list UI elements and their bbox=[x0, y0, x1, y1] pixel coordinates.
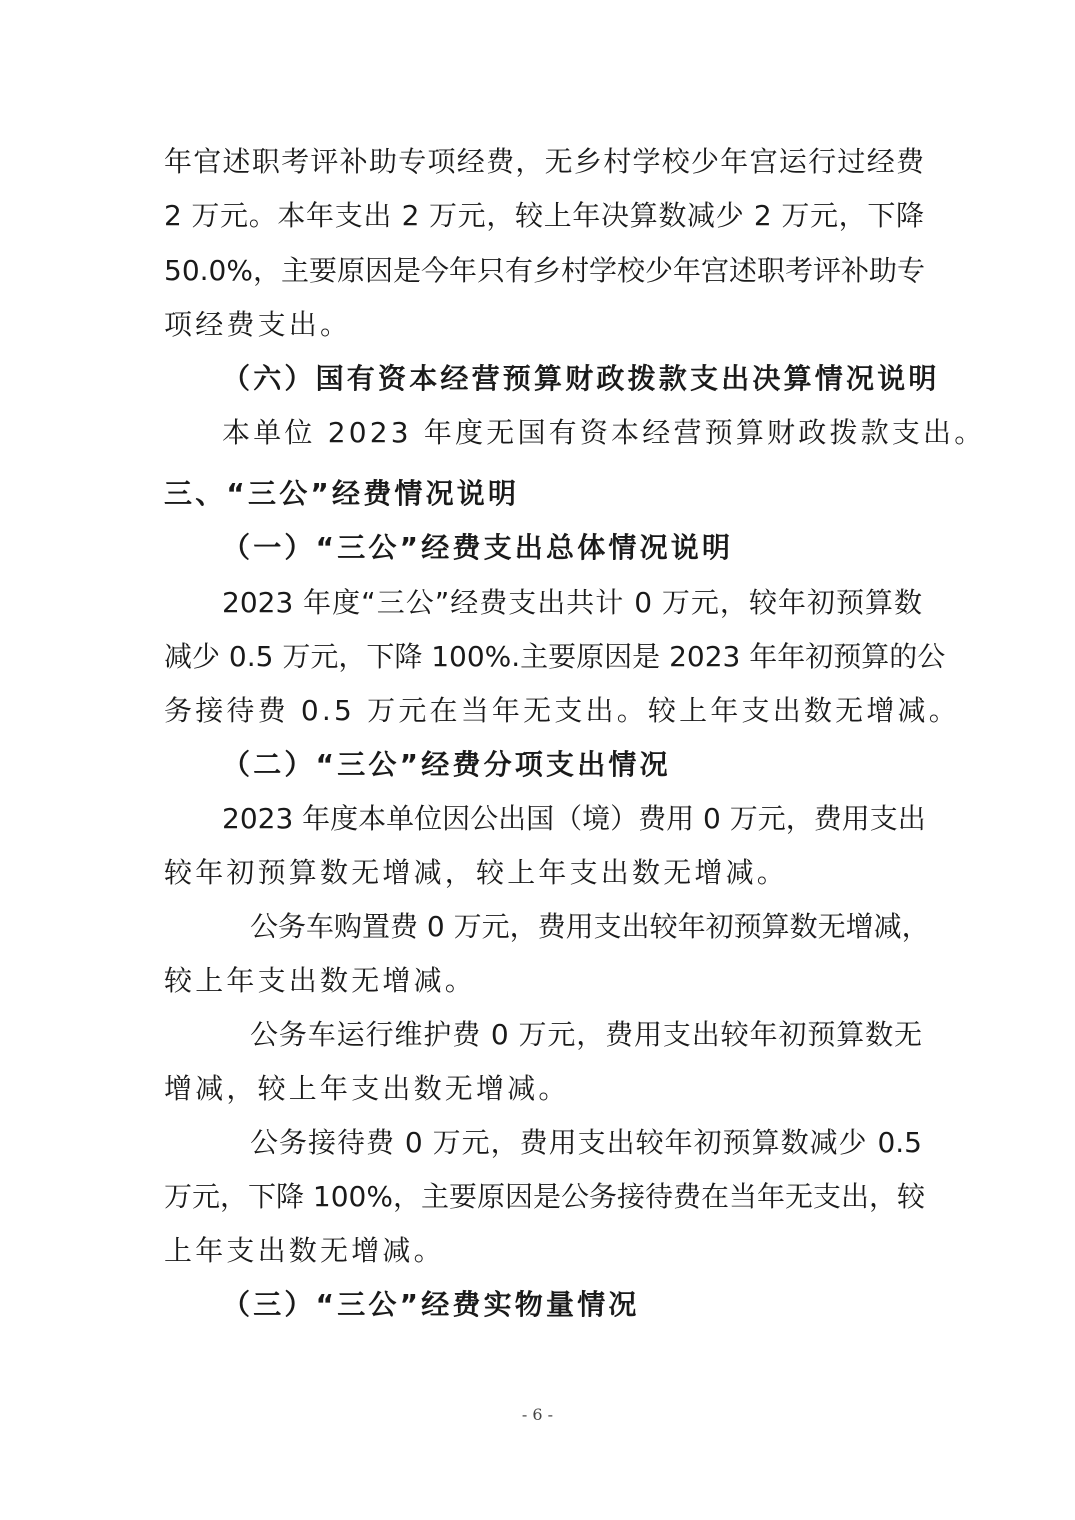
chapter-heading: 三、“三公”经费情况说明 bbox=[164, 477, 520, 510]
section-heading: （三）“三公”经费实物量情况 bbox=[222, 1288, 640, 1321]
paragraph-line: 万元，下降 100%，主要原因是公务接待费在当年无支出，较 bbox=[164, 1180, 925, 1213]
paragraph-line: 减少 0.5 万元，下降 100%.主要原因是 2023 年年初预算的公 bbox=[164, 640, 946, 673]
paragraph-line: 本单位 2023 年度无国有资本经营预算财政拨款支出。 bbox=[222, 416, 986, 449]
page-number: - 6 - bbox=[521, 1405, 554, 1424]
paragraph-line: 较年初预算数无增减，较上年支出数无增减。 bbox=[164, 856, 789, 889]
section-heading: （一）“三公”经费支出总体情况说明 bbox=[222, 531, 734, 564]
paragraph-line: 50.0%，主要原因是今年只有乡村学校少年宫述职考评补助专 bbox=[164, 254, 925, 287]
paragraph-line: 增减，较上年支出数无增减。 bbox=[164, 1072, 570, 1105]
paragraph-line: 项经费支出。 bbox=[164, 308, 352, 341]
paragraph-line: 2023 年度“三公”经费支出共计 0 万元，较年初预算数 bbox=[222, 586, 922, 619]
paragraph-line: 务接待费 0.5 万元在当年无支出。较上年支出数无增减。 bbox=[164, 694, 960, 727]
paragraph-line: 2023 年度本单位因公出国（境）费用 0 万元，费用支出 bbox=[222, 802, 926, 835]
paragraph-line: 公务车运行维护费 0 万元，费用支出较年初预算数无 bbox=[250, 1018, 922, 1051]
paragraph-line: 上年支出数无增减。 bbox=[164, 1234, 445, 1267]
section-heading: （六）国有资本经营预算财政拨款支出决算情况说明 bbox=[222, 362, 940, 395]
paragraph-line: 较上年支出数无增减。 bbox=[164, 964, 477, 997]
paragraph-line: 公务车购置费 0 万元，费用支出较年初预算数无增减， bbox=[250, 910, 930, 943]
section-heading: （二）“三公”经费分项支出情况 bbox=[222, 748, 671, 781]
paragraph-line: 年官述职考评补助专项经费，无乡村学校少年宫运行过经费 bbox=[164, 145, 924, 178]
paragraph-line: 2 万元。本年支出 2 万元，较上年决算数减少 2 万元，下降 bbox=[164, 199, 924, 232]
paragraph-line: 公务接待费 0 万元，费用支出较年初预算数减少 0.5 bbox=[250, 1126, 922, 1159]
